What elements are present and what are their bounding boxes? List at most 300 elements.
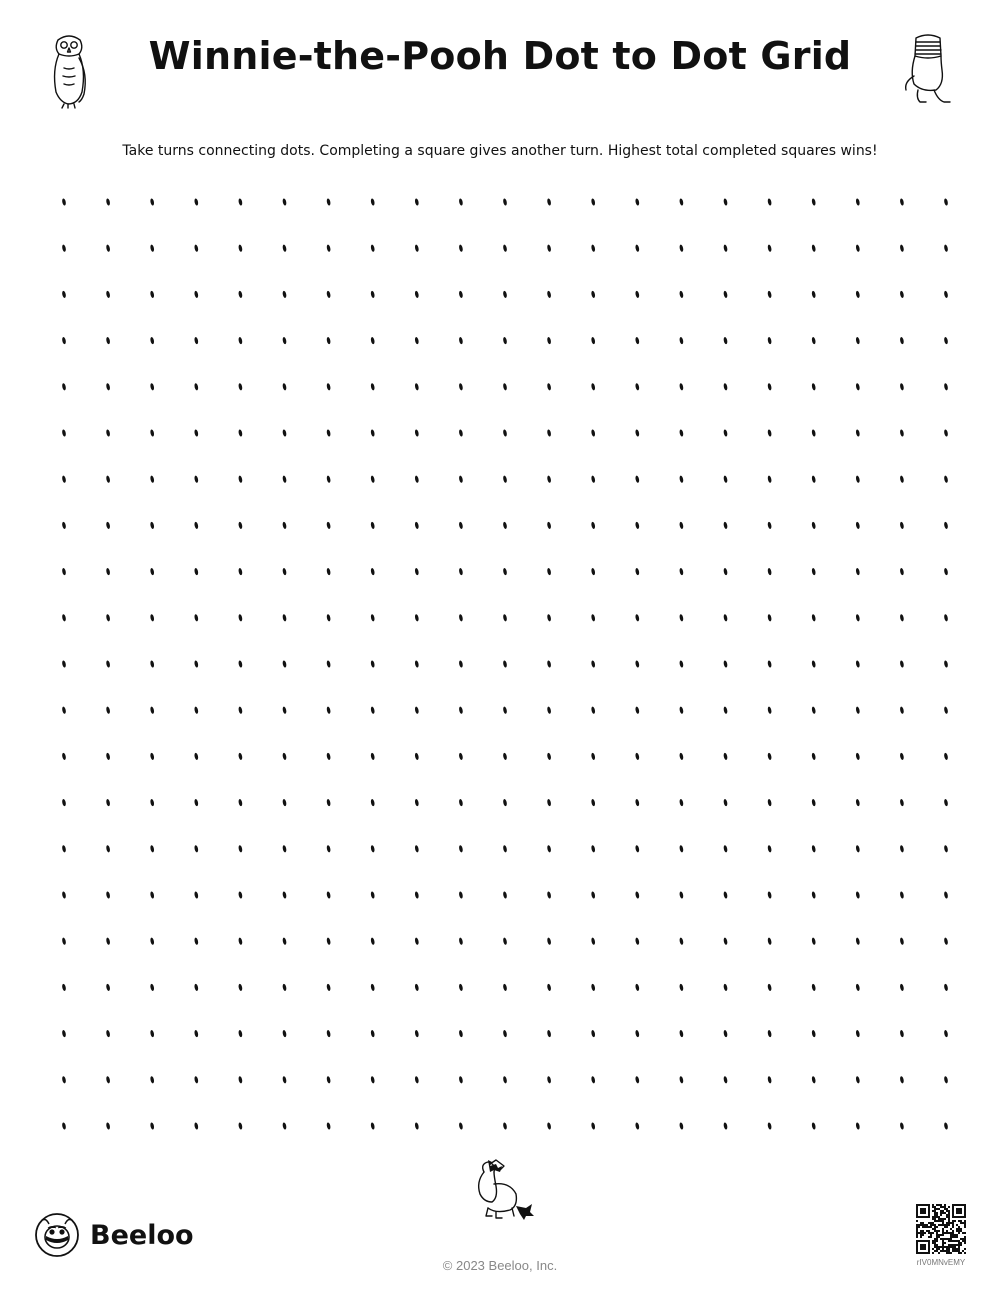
grid-dot[interactable] <box>723 429 728 437</box>
grid-dot[interactable] <box>899 984 904 992</box>
grid-dot[interactable] <box>414 383 419 391</box>
grid-dot[interactable] <box>370 383 375 391</box>
grid-dot[interactable] <box>282 475 287 483</box>
grid-dot[interactable] <box>767 337 772 345</box>
grid-dot[interactable] <box>150 845 155 853</box>
grid-dot[interactable] <box>370 1122 375 1130</box>
grid-dot[interactable] <box>370 984 375 992</box>
grid-dot[interactable] <box>591 891 596 899</box>
grid-dot[interactable] <box>414 753 419 761</box>
grid-dot[interactable] <box>238 1122 243 1130</box>
grid-dot[interactable] <box>855 383 860 391</box>
grid-dot[interactable] <box>238 937 243 945</box>
grid-dot[interactable] <box>282 337 287 345</box>
grid-dot[interactable] <box>414 244 419 252</box>
grid-dot[interactable] <box>855 845 860 853</box>
grid-dot[interactable] <box>679 984 684 992</box>
grid-dot[interactable] <box>679 1076 684 1084</box>
grid-dot[interactable] <box>723 198 728 206</box>
grid-dot[interactable] <box>458 475 463 483</box>
grid-dot[interactable] <box>811 984 816 992</box>
grid-dot[interactable] <box>282 614 287 622</box>
grid-dot[interactable] <box>458 291 463 299</box>
grid-dot[interactable] <box>370 291 375 299</box>
grid-dot[interactable] <box>547 845 552 853</box>
grid-dot[interactable] <box>62 660 67 668</box>
grid-dot[interactable] <box>150 337 155 345</box>
grid-dot[interactable] <box>811 244 816 252</box>
grid-dot[interactable] <box>723 568 728 576</box>
grid-dot[interactable] <box>106 198 111 206</box>
grid-dot[interactable] <box>899 614 904 622</box>
grid-dot[interactable] <box>326 614 331 622</box>
grid-dot[interactable] <box>811 429 816 437</box>
grid-dot[interactable] <box>414 845 419 853</box>
grid-dot[interactable] <box>503 522 508 530</box>
grid-dot[interactable] <box>458 429 463 437</box>
grid-dot[interactable] <box>811 568 816 576</box>
grid-dot[interactable] <box>723 891 728 899</box>
grid-dot[interactable] <box>547 937 552 945</box>
grid-dot[interactable] <box>503 891 508 899</box>
grid-dot[interactable] <box>899 706 904 714</box>
grid-dot[interactable] <box>194 429 199 437</box>
grid-dot[interactable] <box>282 753 287 761</box>
grid-dot[interactable] <box>414 475 419 483</box>
grid-dot[interactable] <box>591 937 596 945</box>
grid-dot[interactable] <box>503 244 508 252</box>
grid-dot[interactable] <box>414 799 419 807</box>
grid-dot[interactable] <box>106 937 111 945</box>
grid-dot[interactable] <box>767 1076 772 1084</box>
grid-dot[interactable] <box>899 337 904 345</box>
grid-dot[interactable] <box>458 984 463 992</box>
grid-dot[interactable] <box>547 706 552 714</box>
grid-dot[interactable] <box>194 891 199 899</box>
grid-dot[interactable] <box>944 522 949 530</box>
grid-dot[interactable] <box>635 660 640 668</box>
grid-dot[interactable] <box>723 1122 728 1130</box>
grid-dot[interactable] <box>547 291 552 299</box>
grid-dot[interactable] <box>326 984 331 992</box>
grid-dot[interactable] <box>547 614 552 622</box>
grid-dot[interactable] <box>547 568 552 576</box>
grid-dot[interactable] <box>811 198 816 206</box>
grid-dot[interactable] <box>899 291 904 299</box>
grid-dot[interactable] <box>414 984 419 992</box>
grid-dot[interactable] <box>326 198 331 206</box>
grid-dot[interactable] <box>679 891 684 899</box>
grid-dot[interactable] <box>899 1122 904 1130</box>
grid-dot[interactable] <box>150 614 155 622</box>
beeloo-logo[interactable] <box>34 1212 194 1258</box>
grid-dot[interactable] <box>62 984 67 992</box>
grid-dot[interactable] <box>503 845 508 853</box>
grid-dot[interactable] <box>944 706 949 714</box>
grid-dot[interactable] <box>458 1076 463 1084</box>
grid-dot[interactable] <box>899 799 904 807</box>
grid-dot[interactable] <box>150 660 155 668</box>
grid-dot[interactable] <box>679 244 684 252</box>
grid-dot[interactable] <box>635 429 640 437</box>
grid-dot[interactable] <box>899 244 904 252</box>
grid-dot[interactable] <box>855 1122 860 1130</box>
grid-dot[interactable] <box>679 383 684 391</box>
grid-dot[interactable] <box>547 475 552 483</box>
grid-dot[interactable] <box>591 198 596 206</box>
grid-dot[interactable] <box>635 1030 640 1038</box>
grid-dot[interactable] <box>194 660 199 668</box>
grid-dot[interactable] <box>899 845 904 853</box>
grid-dot[interactable] <box>591 845 596 853</box>
grid-dot[interactable] <box>899 891 904 899</box>
grid-dot[interactable] <box>238 291 243 299</box>
grid-dot[interactable] <box>855 984 860 992</box>
grid-dot[interactable] <box>150 937 155 945</box>
grid-dot[interactable] <box>414 568 419 576</box>
grid-dot[interactable] <box>591 984 596 992</box>
grid-dot[interactable] <box>811 799 816 807</box>
grid-dot[interactable] <box>944 1030 949 1038</box>
grid-dot[interactable] <box>811 475 816 483</box>
grid-dot[interactable] <box>458 937 463 945</box>
grid-dot[interactable] <box>370 660 375 668</box>
grid-dot[interactable] <box>591 1122 596 1130</box>
grid-dot[interactable] <box>370 475 375 483</box>
grid-dot[interactable] <box>635 937 640 945</box>
grid-dot[interactable] <box>106 845 111 853</box>
grid-dot[interactable] <box>282 845 287 853</box>
grid-dot[interactable] <box>150 291 155 299</box>
grid-dot[interactable] <box>194 984 199 992</box>
grid-dot[interactable] <box>503 1122 508 1130</box>
grid-dot[interactable] <box>547 337 552 345</box>
grid-dot[interactable] <box>503 799 508 807</box>
grid-dot[interactable] <box>370 244 375 252</box>
grid-dot[interactable] <box>62 1122 67 1130</box>
grid-dot[interactable] <box>855 337 860 345</box>
grid-dot[interactable] <box>150 244 155 252</box>
grid-dot[interactable] <box>326 799 331 807</box>
grid-dot[interactable] <box>370 845 375 853</box>
grid-dot[interactable] <box>106 522 111 530</box>
grid-dot[interactable] <box>370 753 375 761</box>
grid-dot[interactable] <box>767 383 772 391</box>
grid-dot[interactable] <box>899 568 904 576</box>
grid-dot[interactable] <box>62 753 67 761</box>
grid-dot[interactable] <box>194 1076 199 1084</box>
grid-dot[interactable] <box>370 706 375 714</box>
grid-dot[interactable] <box>635 198 640 206</box>
grid-dot[interactable] <box>282 937 287 945</box>
grid-dot[interactable] <box>194 1030 199 1038</box>
grid-dot[interactable] <box>62 1030 67 1038</box>
grid-dot[interactable] <box>767 753 772 761</box>
grid-dot[interactable] <box>944 799 949 807</box>
grid-dot[interactable] <box>414 937 419 945</box>
grid-dot[interactable] <box>503 291 508 299</box>
grid-dot[interactable] <box>458 1122 463 1130</box>
grid-dot[interactable] <box>238 984 243 992</box>
grid-dot[interactable] <box>767 291 772 299</box>
grid-dot[interactable] <box>194 383 199 391</box>
grid-dot[interactable] <box>679 660 684 668</box>
grid-dot[interactable] <box>458 799 463 807</box>
grid-dot[interactable] <box>944 337 949 345</box>
grid-dot[interactable] <box>811 891 816 899</box>
grid-dot[interactable] <box>547 429 552 437</box>
grid-dot[interactable] <box>194 614 199 622</box>
grid-dot[interactable] <box>458 337 463 345</box>
grid-dot[interactable] <box>591 522 596 530</box>
grid-dot[interactable] <box>458 1030 463 1038</box>
grid-dot[interactable] <box>62 614 67 622</box>
grid-dot[interactable] <box>62 383 67 391</box>
grid-dot[interactable] <box>503 984 508 992</box>
grid-dot[interactable] <box>723 244 728 252</box>
grid-dot[interactable] <box>944 1076 949 1084</box>
grid-dot[interactable] <box>679 845 684 853</box>
grid-dot[interactable] <box>855 244 860 252</box>
grid-dot[interactable] <box>238 475 243 483</box>
grid-dot[interactable] <box>635 383 640 391</box>
grid-dot[interactable] <box>635 891 640 899</box>
grid-dot[interactable] <box>679 291 684 299</box>
grid-dot[interactable] <box>899 660 904 668</box>
grid-dot[interactable] <box>458 706 463 714</box>
grid-dot[interactable] <box>503 383 508 391</box>
grid-dot[interactable] <box>194 706 199 714</box>
grid-dot[interactable] <box>591 614 596 622</box>
grid-dot[interactable] <box>194 568 199 576</box>
grid-dot[interactable] <box>194 198 199 206</box>
grid-dot[interactable] <box>282 660 287 668</box>
grid-dot[interactable] <box>282 568 287 576</box>
grid-dot[interactable] <box>458 614 463 622</box>
grid-dot[interactable] <box>855 614 860 622</box>
grid-dot[interactable] <box>106 660 111 668</box>
grid-dot[interactable] <box>591 383 596 391</box>
grid-dot[interactable] <box>458 753 463 761</box>
grid-dot[interactable] <box>150 1030 155 1038</box>
grid-dot[interactable] <box>811 337 816 345</box>
grid-dot[interactable] <box>899 198 904 206</box>
grid-dot[interactable] <box>106 475 111 483</box>
grid-dot[interactable] <box>106 891 111 899</box>
grid-dot[interactable] <box>944 291 949 299</box>
grid-dot[interactable] <box>503 937 508 945</box>
grid-dot[interactable] <box>150 891 155 899</box>
grid-dot[interactable] <box>194 475 199 483</box>
grid-dot[interactable] <box>723 1076 728 1084</box>
grid-dot[interactable] <box>414 1076 419 1084</box>
grid-dot[interactable] <box>150 522 155 530</box>
grid-dot[interactable] <box>238 429 243 437</box>
grid-dot[interactable] <box>326 937 331 945</box>
grid-dot[interactable] <box>679 614 684 622</box>
grid-dot[interactable] <box>723 291 728 299</box>
grid-dot[interactable] <box>811 706 816 714</box>
grid-dot[interactable] <box>503 475 508 483</box>
grid-dot[interactable] <box>767 198 772 206</box>
grid-dot[interactable] <box>679 198 684 206</box>
grid-dot[interactable] <box>106 1122 111 1130</box>
grid-dot[interactable] <box>635 1122 640 1130</box>
grid-dot[interactable] <box>414 614 419 622</box>
grid-dot[interactable] <box>370 429 375 437</box>
grid-dot[interactable] <box>326 522 331 530</box>
grid-dot[interactable] <box>150 475 155 483</box>
grid-dot[interactable] <box>635 799 640 807</box>
grid-dot[interactable] <box>591 706 596 714</box>
grid-dot[interactable] <box>326 1030 331 1038</box>
grid-dot[interactable] <box>282 1122 287 1130</box>
grid-dot[interactable] <box>723 337 728 345</box>
grid-dot[interactable] <box>238 244 243 252</box>
grid-dot[interactable] <box>811 845 816 853</box>
grid-dot[interactable] <box>855 706 860 714</box>
grid-dot[interactable] <box>503 753 508 761</box>
grid-dot[interactable] <box>326 429 331 437</box>
grid-dot[interactable] <box>458 845 463 853</box>
grid-dot[interactable] <box>282 799 287 807</box>
grid-dot[interactable] <box>282 198 287 206</box>
grid-dot[interactable] <box>591 568 596 576</box>
grid-dot[interactable] <box>370 1030 375 1038</box>
grid-dot[interactable] <box>458 522 463 530</box>
grid-dot[interactable] <box>414 522 419 530</box>
grid-dot[interactable] <box>723 799 728 807</box>
grid-dot[interactable] <box>944 383 949 391</box>
grid-dot[interactable] <box>944 429 949 437</box>
grid-dot[interactable] <box>767 984 772 992</box>
grid-dot[interactable] <box>679 429 684 437</box>
grid-dot[interactable] <box>106 799 111 807</box>
grid-dot[interactable] <box>547 660 552 668</box>
grid-dot[interactable] <box>635 337 640 345</box>
grid-dot[interactable] <box>194 291 199 299</box>
grid-dot[interactable] <box>150 984 155 992</box>
grid-dot[interactable] <box>767 614 772 622</box>
grid-dot[interactable] <box>679 799 684 807</box>
grid-dot[interactable] <box>723 753 728 761</box>
grid-dot[interactable] <box>679 706 684 714</box>
grid-dot[interactable] <box>899 475 904 483</box>
grid-dot[interactable] <box>767 244 772 252</box>
grid-dot[interactable] <box>150 1076 155 1084</box>
grid-dot[interactable] <box>414 198 419 206</box>
grid-dot[interactable] <box>282 291 287 299</box>
grid-dot[interactable] <box>723 706 728 714</box>
grid-dot[interactable] <box>62 291 67 299</box>
grid-dot[interactable] <box>944 198 949 206</box>
grid-dot[interactable] <box>282 706 287 714</box>
grid-dot[interactable] <box>811 660 816 668</box>
grid-dot[interactable] <box>547 198 552 206</box>
grid-dot[interactable] <box>547 1122 552 1130</box>
grid-dot[interactable] <box>238 753 243 761</box>
grid-dot[interactable] <box>899 1030 904 1038</box>
grid-dot[interactable] <box>723 845 728 853</box>
grid-dot[interactable] <box>591 1030 596 1038</box>
grid-dot[interactable] <box>811 1076 816 1084</box>
grid-dot[interactable] <box>811 1030 816 1038</box>
grid-dot[interactable] <box>194 799 199 807</box>
grid-dot[interactable] <box>150 706 155 714</box>
grid-dot[interactable] <box>238 799 243 807</box>
grid-dot[interactable] <box>326 383 331 391</box>
grid-dot[interactable] <box>414 660 419 668</box>
grid-dot[interactable] <box>767 660 772 668</box>
grid-dot[interactable] <box>767 475 772 483</box>
grid-dot[interactable] <box>326 244 331 252</box>
grid-dot[interactable] <box>458 660 463 668</box>
grid-dot[interactable] <box>811 937 816 945</box>
grid-dot[interactable] <box>767 891 772 899</box>
grid-dot[interactable] <box>944 1122 949 1130</box>
grid-dot[interactable] <box>238 891 243 899</box>
grid-dot[interactable] <box>635 522 640 530</box>
grid-dot[interactable] <box>503 706 508 714</box>
grid-dot[interactable] <box>811 614 816 622</box>
grid-dot[interactable] <box>679 522 684 530</box>
grid-dot[interactable] <box>591 337 596 345</box>
grid-dot[interactable] <box>855 753 860 761</box>
grid-dot[interactable] <box>370 891 375 899</box>
grid-dot[interactable] <box>238 1076 243 1084</box>
grid-dot[interactable] <box>458 383 463 391</box>
grid-dot[interactable] <box>635 568 640 576</box>
grid-dot[interactable] <box>238 845 243 853</box>
grid-dot[interactable] <box>591 429 596 437</box>
grid-dot[interactable] <box>150 429 155 437</box>
grid-dot[interactable] <box>62 568 67 576</box>
grid-dot[interactable] <box>855 291 860 299</box>
grid-dot[interactable] <box>503 1030 508 1038</box>
grid-dot[interactable] <box>414 1030 419 1038</box>
grid-dot[interactable] <box>811 291 816 299</box>
grid-dot[interactable] <box>635 753 640 761</box>
grid-dot[interactable] <box>326 337 331 345</box>
grid-dot[interactable] <box>679 1030 684 1038</box>
grid-dot[interactable] <box>238 706 243 714</box>
grid-dot[interactable] <box>723 1030 728 1038</box>
grid-dot[interactable] <box>194 244 199 252</box>
grid-dot[interactable] <box>899 429 904 437</box>
grid-dot[interactable] <box>62 198 67 206</box>
grid-dot[interactable] <box>899 753 904 761</box>
grid-dot[interactable] <box>326 660 331 668</box>
grid-dot[interactable] <box>238 614 243 622</box>
grid-dot[interactable] <box>679 337 684 345</box>
grid-dot[interactable] <box>62 475 67 483</box>
grid-dot[interactable] <box>458 568 463 576</box>
grid-dot[interactable] <box>282 1076 287 1084</box>
grid-dot[interactable] <box>106 568 111 576</box>
grid-dot[interactable] <box>326 568 331 576</box>
grid-dot[interactable] <box>238 383 243 391</box>
grid-dot[interactable] <box>635 475 640 483</box>
grid-dot[interactable] <box>106 337 111 345</box>
grid-dot[interactable] <box>326 845 331 853</box>
grid-dot[interactable] <box>635 1076 640 1084</box>
grid-dot[interactable] <box>150 198 155 206</box>
grid-dot[interactable] <box>150 799 155 807</box>
grid-dot[interactable] <box>767 1122 772 1130</box>
grid-dot[interactable] <box>635 706 640 714</box>
grid-dot[interactable] <box>106 706 111 714</box>
grid-dot[interactable] <box>811 522 816 530</box>
